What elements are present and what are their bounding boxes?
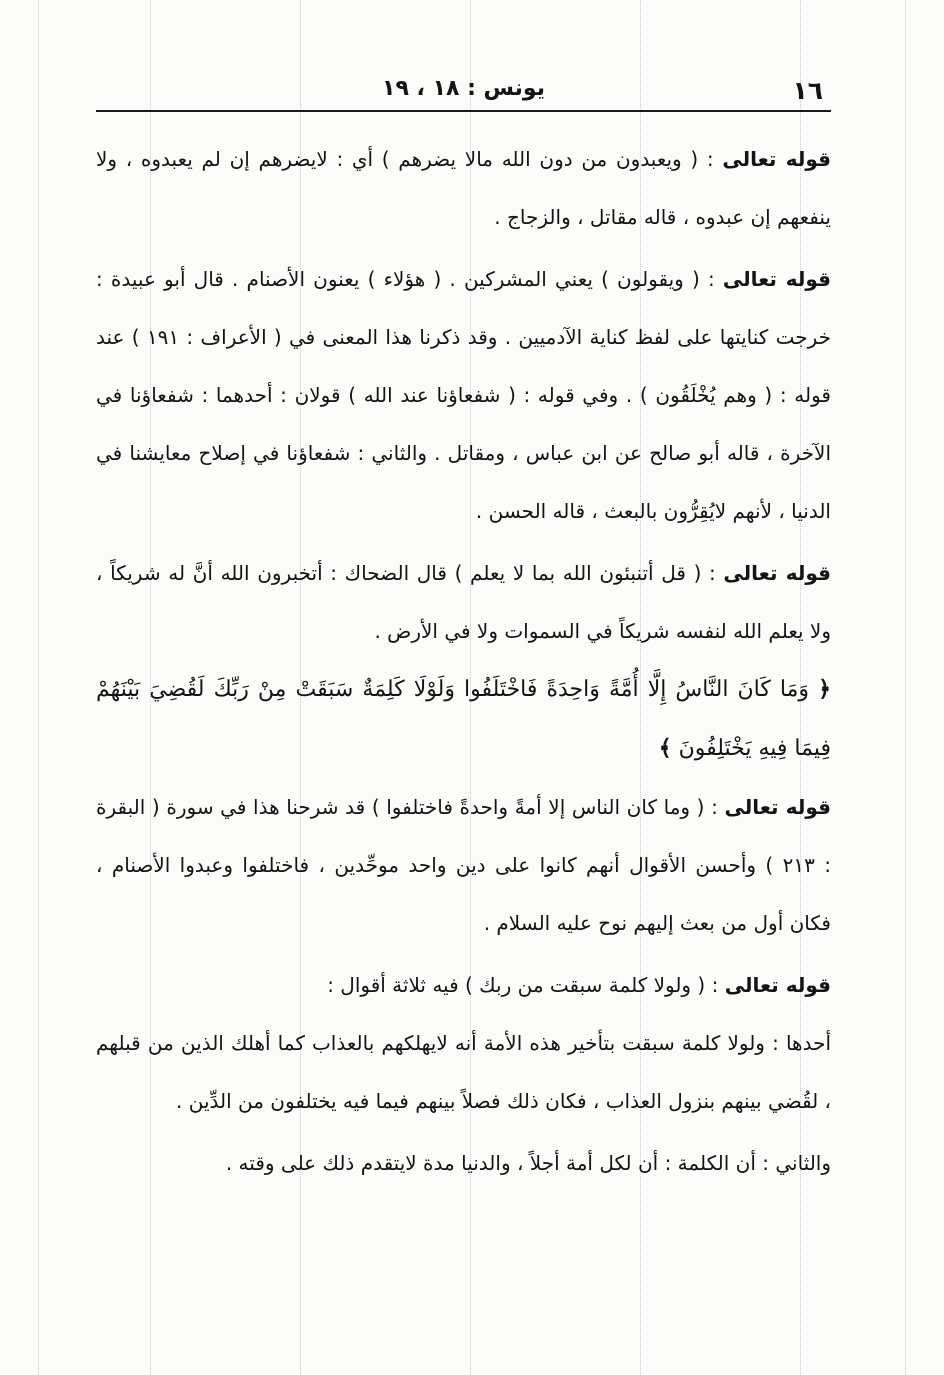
- paragraph-text: : ( ويعبدون من دون الله مالا يضرهم ) أي : لايضرهم إن لم يعبدوه ، ولا ينفعهم إن عبدوه ، قاله مقاتل ، والزجاج .: [96, 147, 831, 229]
- paragraph-lead: قوله تعالى: [724, 973, 831, 997]
- page-body: [96, 130, 831, 1192]
- paragraph-lead: قوله تعالى: [722, 267, 831, 291]
- paragraph-wama-kana: [96, 778, 831, 952]
- paragraph-text: : ( ولولا كلمة سبقت من ربك ) فيه ثلاثة أقوال :: [327, 973, 719, 997]
- paragraph-text: : ( وما كان الناس إلا أمةً واحدةً فاختلفوا ) قد شرحنا هذا في سورة ( البقرة : ٢١٣ ) وأحسن الأقوال أنهم كانوا على دين واحد موحِّدين ، فاختلفوا وعبدوا الأصنام ، فكان أول من بعث إليهم نوح عليه السلام .: [96, 795, 831, 935]
- scan-guide-line: [905, 0, 906, 1375]
- page-number: ١٦: [792, 76, 823, 105]
- running-head: [96, 70, 831, 112]
- verse-open-bracket: ﴿: [818, 676, 831, 702]
- paragraph-text: والثاني : أن الكلمة : أن لكل أمة أجلاً ، والدنيا مدة لايتقدم ذلك على وقته .: [225, 1151, 831, 1175]
- scan-guide-line: [38, 0, 39, 1375]
- paragraph-first-opinion: [96, 1014, 831, 1130]
- paragraph-text: أحدها : ولولا كلمة سبقت بتأخير هذه الأمة أنه لايهلكهم بالعذاب كما أهلك الذين من قبلهم ، لقُضي بينهم بنزول العذاب ، فكان ذلك فصلاً بينهم فيما فيه يختلفون من الدِّين .: [96, 1031, 831, 1113]
- paragraph-lead: قوله تعالى: [723, 561, 831, 585]
- paragraph-yaqulun: [96, 250, 831, 540]
- paragraph-lead: قوله تعالى: [722, 147, 831, 171]
- verse-text: وَمَا كَانَ النَّاسُ إِلَّا أُمَّةً وَاحِدَةً فَاخْتَلَفُوا وَلَوْلَا كَلِمَةٌ سَبَقَتْ مِنْ رَبِّكَ لَقُضِيَ بَيْنَهُمْ فِيمَا فِيهِ يَخْتَلِفُونَ: [96, 677, 831, 761]
- paragraph-text: : ( ويقولون ) يعني المشركين . ( هؤلاء ) يعنون الأصنام . قال أبو عبيدة : خرجت كنايتها على لفظ كناية الآدميين . وقد ذكرنا هذا المعنى في ( الأعراف : ١٩١ ) عند قوله : ( وهم يُخْلَقُون ) . وفي قوله : ( شفعاؤنا عند الله ) قولان : أحدهما : شفعاؤنا في الآخرة ، قاله أبو صالح عن ابن عباس ، ومقاتل . والثاني : شفعاؤنا في إصلاح معايشنا في الدنيا ، لأنهم لايُقِرُّون بالبعث ، قاله الحسن .: [96, 267, 832, 523]
- paragraph-lead: قوله تعالى: [724, 795, 832, 819]
- paragraph-second-opinion: [96, 1134, 831, 1192]
- paragraph-text: : ( قل أتنبئون الله بما لا يعلم ) قال الضحاك : أتخبرون الله أنَّ له شريكاً ، ولا يعلم الله لنفسه شريكاً في السموات ولا في الأرض .: [96, 561, 831, 643]
- verse-close-bracket: ﴾: [658, 735, 672, 761]
- book-page: [96, 70, 831, 1192]
- quran-verse: [96, 660, 831, 778]
- paragraph-yaabudun: [96, 130, 831, 246]
- paragraph-walawla: [96, 956, 831, 1014]
- running-head-title: يونس : ١٨ ، ١٩: [382, 76, 545, 101]
- paragraph-atunabbiun: [96, 544, 831, 660]
